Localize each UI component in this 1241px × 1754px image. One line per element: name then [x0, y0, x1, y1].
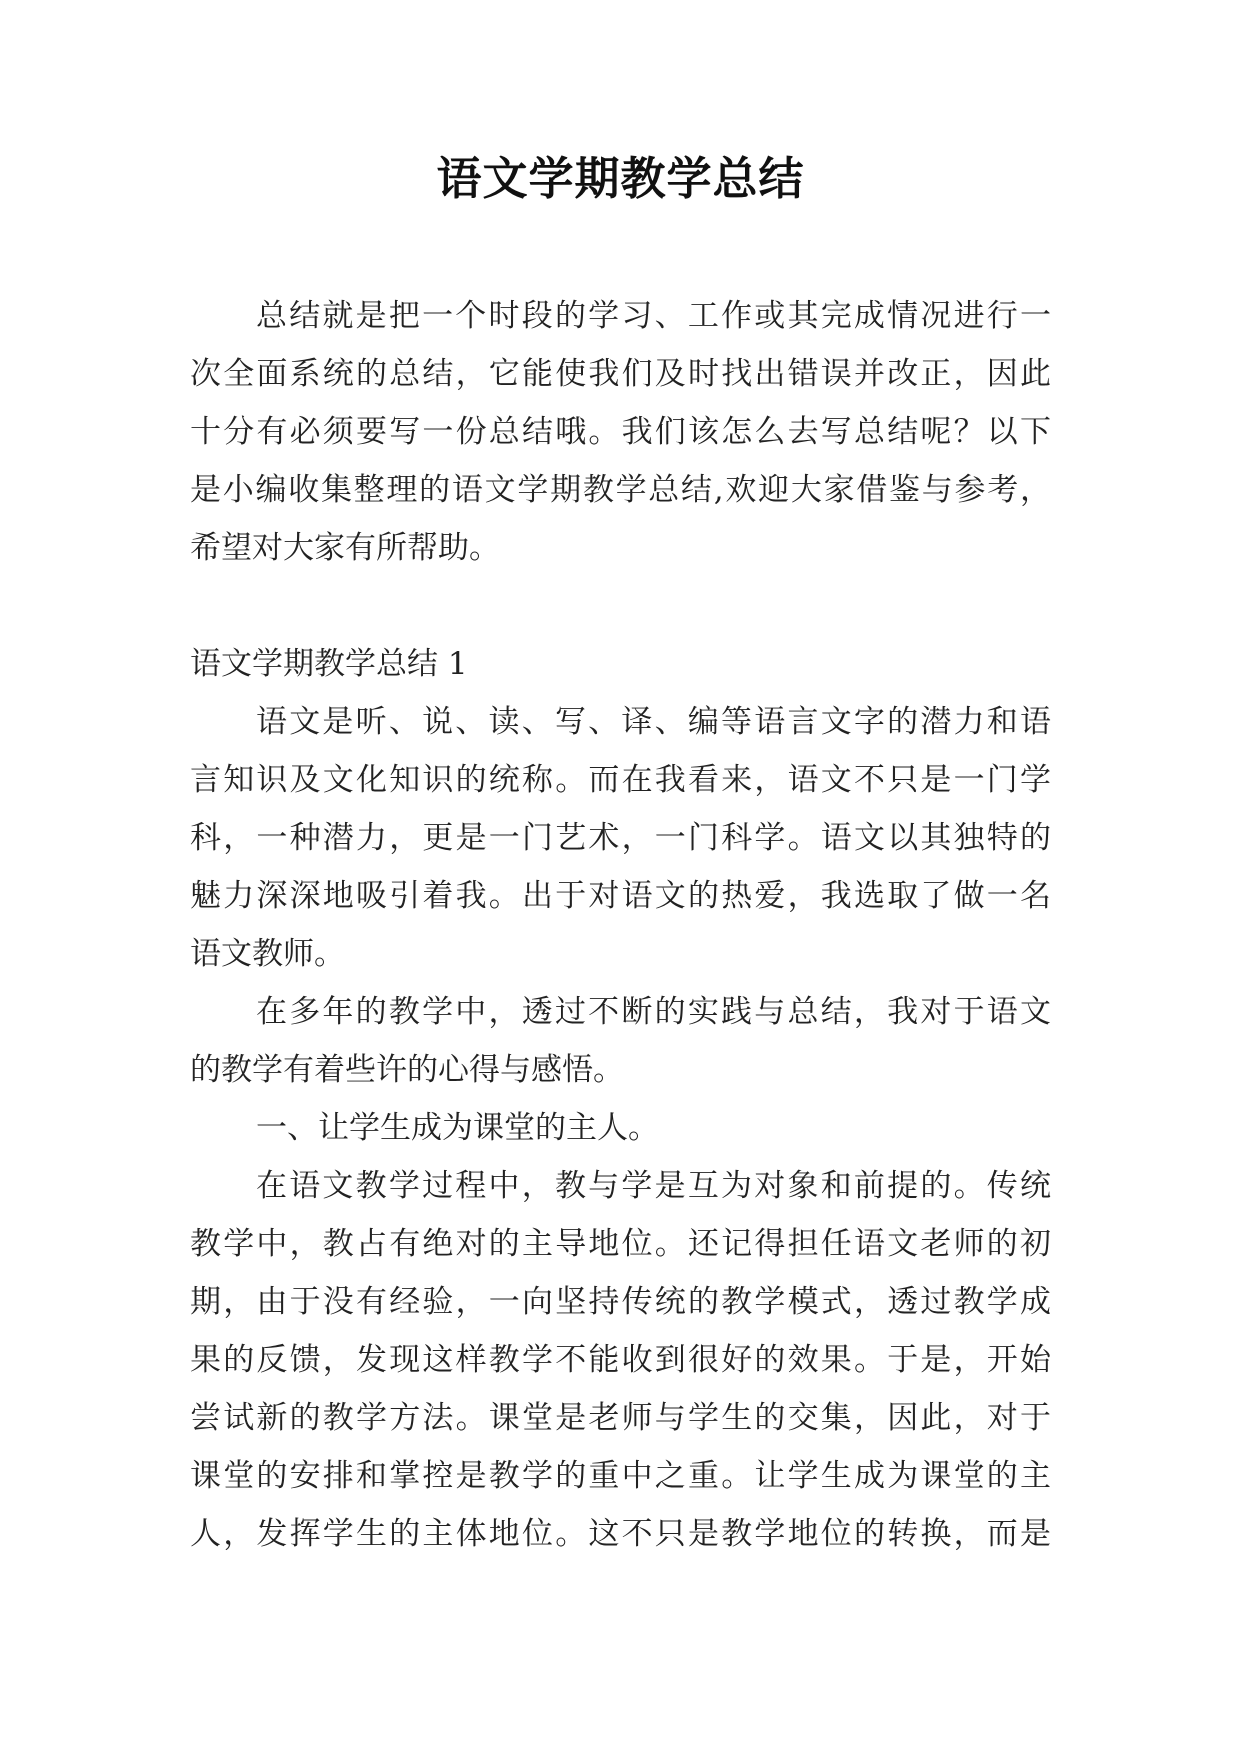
paragraph-line: 科，一种潜力，更是一门艺术，一门科学。语文以其独特的 — [190, 820, 1051, 856]
body-paragraph — [190, 983, 1051, 1099]
paragraph-line: 魅力深深地吸引着我。出于对语文的热爱，我选取了做一名 — [190, 878, 1051, 914]
paragraph-line: 总结就是把一个时段的学习、工作或其完成情况进行一 — [256, 298, 1051, 334]
document-body — [190, 287, 1051, 1563]
paragraph-line: 语文是听、说、读、写、译、编等语言文字的潜力和语 — [256, 704, 1051, 740]
document-title: 语文学期教学总结 — [436, 152, 805, 205]
paragraph-line: 人，发挥学生的主体地位。这不只是教学地位的转换，而是 — [190, 1516, 1051, 1552]
body-paragraph — [190, 1099, 1051, 1157]
section-heading: 语文学期教学总结 1 — [190, 646, 468, 682]
paragraph-line: 次全面系统的总结，它能使我们及时找出错误并改正，因此 — [190, 356, 1051, 392]
paragraph-line: 的教学有着些许的心得与感悟。 — [190, 1052, 624, 1088]
paragraph-line: 课堂的安排和掌控是教学的重中之重。让学生成为课堂的主 — [190, 1458, 1051, 1494]
subheading-line: 一、让学生成为课堂的主人。 — [256, 1110, 659, 1146]
paragraph-line: 语文教师。 — [190, 936, 345, 972]
spacer — [190, 577, 1051, 635]
paragraph-line: 是小编收集整理的语文学期教学总结,欢迎大家借鉴与参考， — [190, 472, 1051, 508]
paragraph-line: 言知识及文化知识的统称。而在我看来，语文不只是一门学 — [190, 762, 1051, 798]
intro-paragraph — [190, 287, 1051, 577]
paragraph-line: 希望对大家有所帮助。 — [190, 530, 500, 566]
paragraph-line: 在多年的教学中，透过不断的实践与总结，我对于语文 — [256, 994, 1051, 1030]
paragraph-line: 教学中，教占有绝对的主导地位。还记得担任语文老师的初 — [190, 1226, 1051, 1262]
paragraph-line: 果的反馈，发现这样教学不能收到很好的效果。于是，开始 — [190, 1342, 1051, 1378]
body-paragraph — [190, 693, 1051, 983]
paragraph-line: 十分有必须要写一份总结哦。我们该怎么去写总结呢？以下 — [190, 414, 1051, 450]
paragraph-line: 尝试新的教学方法。课堂是老师与学生的交集，因此，对于 — [190, 1400, 1051, 1436]
body-paragraph — [190, 1157, 1051, 1563]
paragraph-line: 在语文教学过程中，教与学是互为对象和前提的。传统 — [256, 1168, 1051, 1204]
paragraph-line: 期，由于没有经验，一向坚持传统的教学模式，透过教学成 — [190, 1284, 1051, 1320]
